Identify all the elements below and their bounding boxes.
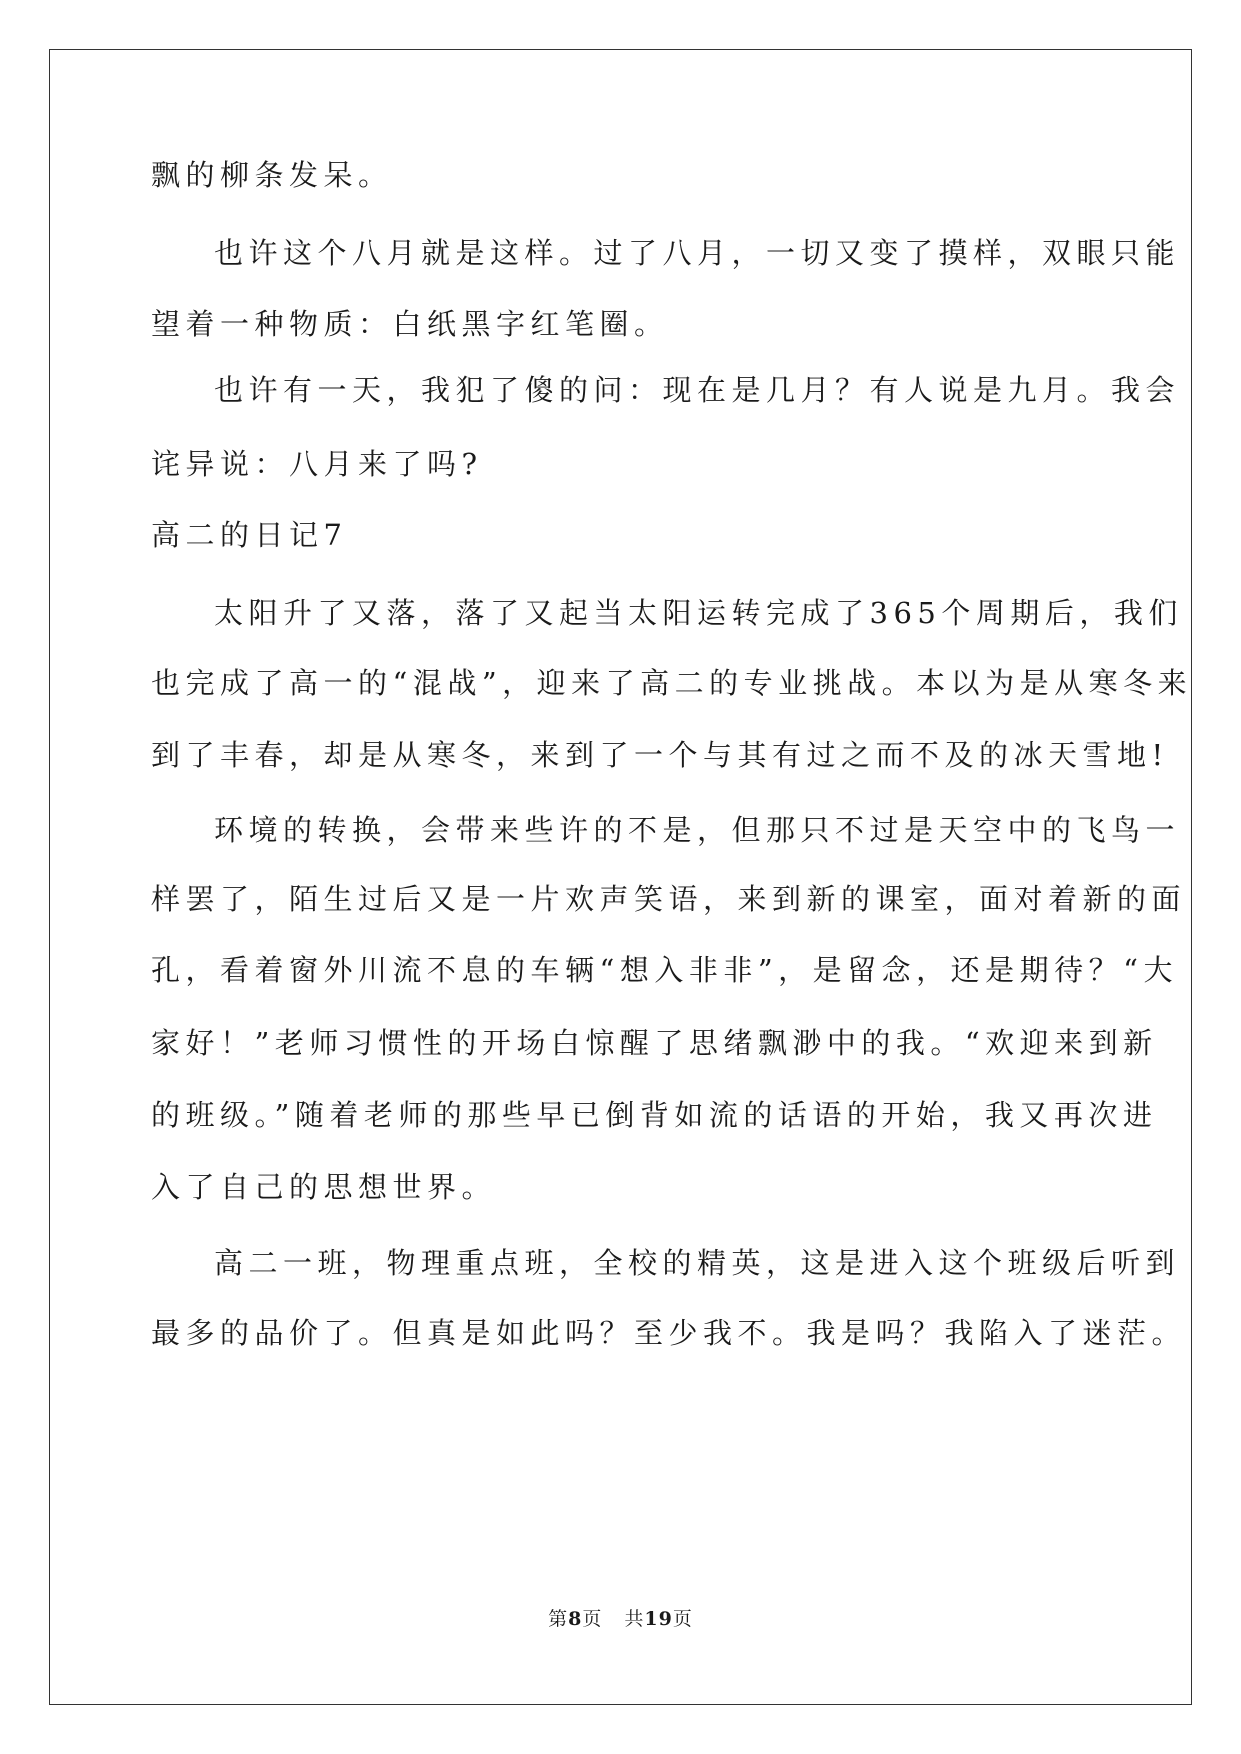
paragraph-line: 孔，看着窗外川流不息的车辆“想入非非”，是留念，还是期待？“大 — [151, 953, 1178, 987]
total-suffix: 页 — [672, 1608, 693, 1630]
paragraph-line: 也许有一天，我犯了傻的问：现在是几月？有人说是九月。我会 — [214, 373, 1181, 407]
paragraph-line: 的班级。”随着老师的那些早已倒背如流的话语的开始，我又再次进 — [151, 1098, 1158, 1132]
page-number: 8 — [568, 1608, 583, 1630]
page-border — [49, 49, 1192, 1705]
paragraph-line: 诧异说：八月来了吗? — [151, 447, 483, 481]
section-heading: 高二的日记7 — [151, 518, 348, 552]
paragraph-line: 太阳升了又落，落了又起当太阳运转完成了365个周期后，我们 — [214, 596, 1183, 630]
paragraph-line: 高二一班，物理重点班，全校的精英，这是进入这个班级后听到 — [214, 1246, 1181, 1280]
paragraph-line: 到了丰春，却是从寒冬，来到了一个与其有过之而不及的冰天雪地! — [151, 738, 1169, 772]
page-footer — [0, 1604, 1241, 1631]
paragraph-line: 也完成了高一的“混战”，迎来了高二的专业挑战。本以为是从寒冬来 — [151, 666, 1193, 700]
paragraph-line: 样罢了，陌生过后又是一片欢声笑语，来到新的课室，面对着新的面 — [151, 882, 1187, 916]
page-suffix: 页 — [582, 1608, 603, 1630]
paragraph-line: 也许这个八月就是这样。过了八月，一切又变了摸样，双眼只能 — [214, 236, 1181, 270]
paragraph-line: 环境的转换，会带来些许的不是，但那只不过是天空中的飞鸟一 — [214, 813, 1181, 847]
total-prefix: 共 — [624, 1608, 645, 1630]
paragraph-line: 飘的柳条发呆。 — [151, 158, 393, 192]
total-pages: 19 — [644, 1608, 673, 1630]
paragraph-line: 入了自己的思想世界。 — [151, 1170, 497, 1204]
paragraph-line: 最多的品价了。但真是如此吗？至少我不。我是吗？我陷入了迷茫。 — [151, 1316, 1187, 1350]
paragraph-line: 望着一种物质：白纸黑字红笔圈。 — [151, 307, 669, 341]
paragraph-line: 家好！”老师习惯性的开场白惊醒了思绪飘渺中的我。“欢迎来到新 — [151, 1026, 1158, 1060]
page-prefix: 第 — [548, 1608, 569, 1630]
